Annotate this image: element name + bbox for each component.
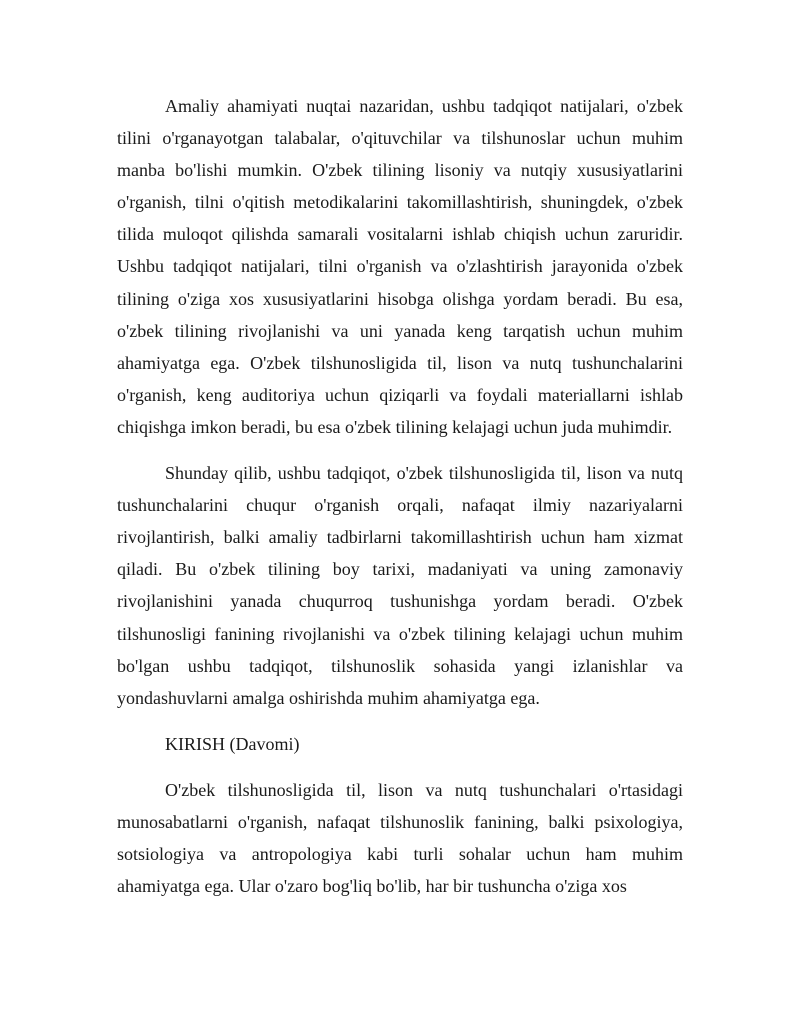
- paragraph-practical-significance: Amaliy ahamiyati nuqtai nazaridan, ushbu tadqiqot natijalari, o'zbek tilini o'rganayotgan talabalar, o'qituvchilar va tilshunoslar uchun muhim manba bo'lishi mumkin. O'zbek tilining lisoniy va nutqiy xususiyatlarini o'rganish, tilni o'qitish metodikalarini takomillashtirish, shuningdek, o'zbek tilida muloqot qilishda samarali vositalarni ishlab chiqish uchun zaruridir. Ushbu tadqiqot natijalari, tilni o'rganish va o'zlashtirish jarayonida o'zbek tilining o'ziga xos xususiyatlarini hisobga olishga yordam beradi. Bu esa, o'zbek tilining rivojlanishi va uni yanada keng tarqatish uchun muhim ahamiyatga ega. O'zbek tilshunosligida til, lison va nutq tushunchalarini o'rganish, keng auditoriya uchun qiziqarli va foydali materiallarni ishlab chiqishga imkon beradi, bu esa o'zbek tilining kelajagi uchun juda muhimdir.: [117, 96, 683, 437]
- paragraph-conclusion: Shunday qilib, ushbu tadqiqot, o'zbek tilshunosligida til, lison va nutq tushunchalarini chuqur o'rganish orqali, nafaqat ilmiy nazariyalarni rivojlantirish, balki amaliy tadbirlarni takomillashtirish uchun ham xizmat qiladi. Bu o'zbek tilining boy tarixi, madaniyati va uning zamonaviy rivojlanishini yanada chuqurroq tushunishga yordam beradi. O'zbek tilshunosligi fanining rivojlanishi va o'zbek tilining kelajagi uchun muhim bo'lgan ushbu tadqiqot, tilshunoslik sohasida yangi izlanishlar va yondashuvlarni amalga oshirishda muhim ahamiyatga ega.: [117, 463, 683, 708]
- document-body: [117, 90, 683, 916]
- section-heading: KIRISH (Davomi): [165, 733, 300, 754]
- paragraph-introduction-continued: O'zbek tilshunosligida til, lison va nutq tushunchalari o'rtasidagi munosabatlarni o'rganish, nafaqat tilshunoslik fanining, balki psixologiya, sotsiologiya va antropologiya kabi turli sohalar uchun ham muhim ahamiyatga ega. Ular o'zaro bog'liq bo'lib, har bir tushuncha o'ziga xos: [117, 779, 683, 897]
